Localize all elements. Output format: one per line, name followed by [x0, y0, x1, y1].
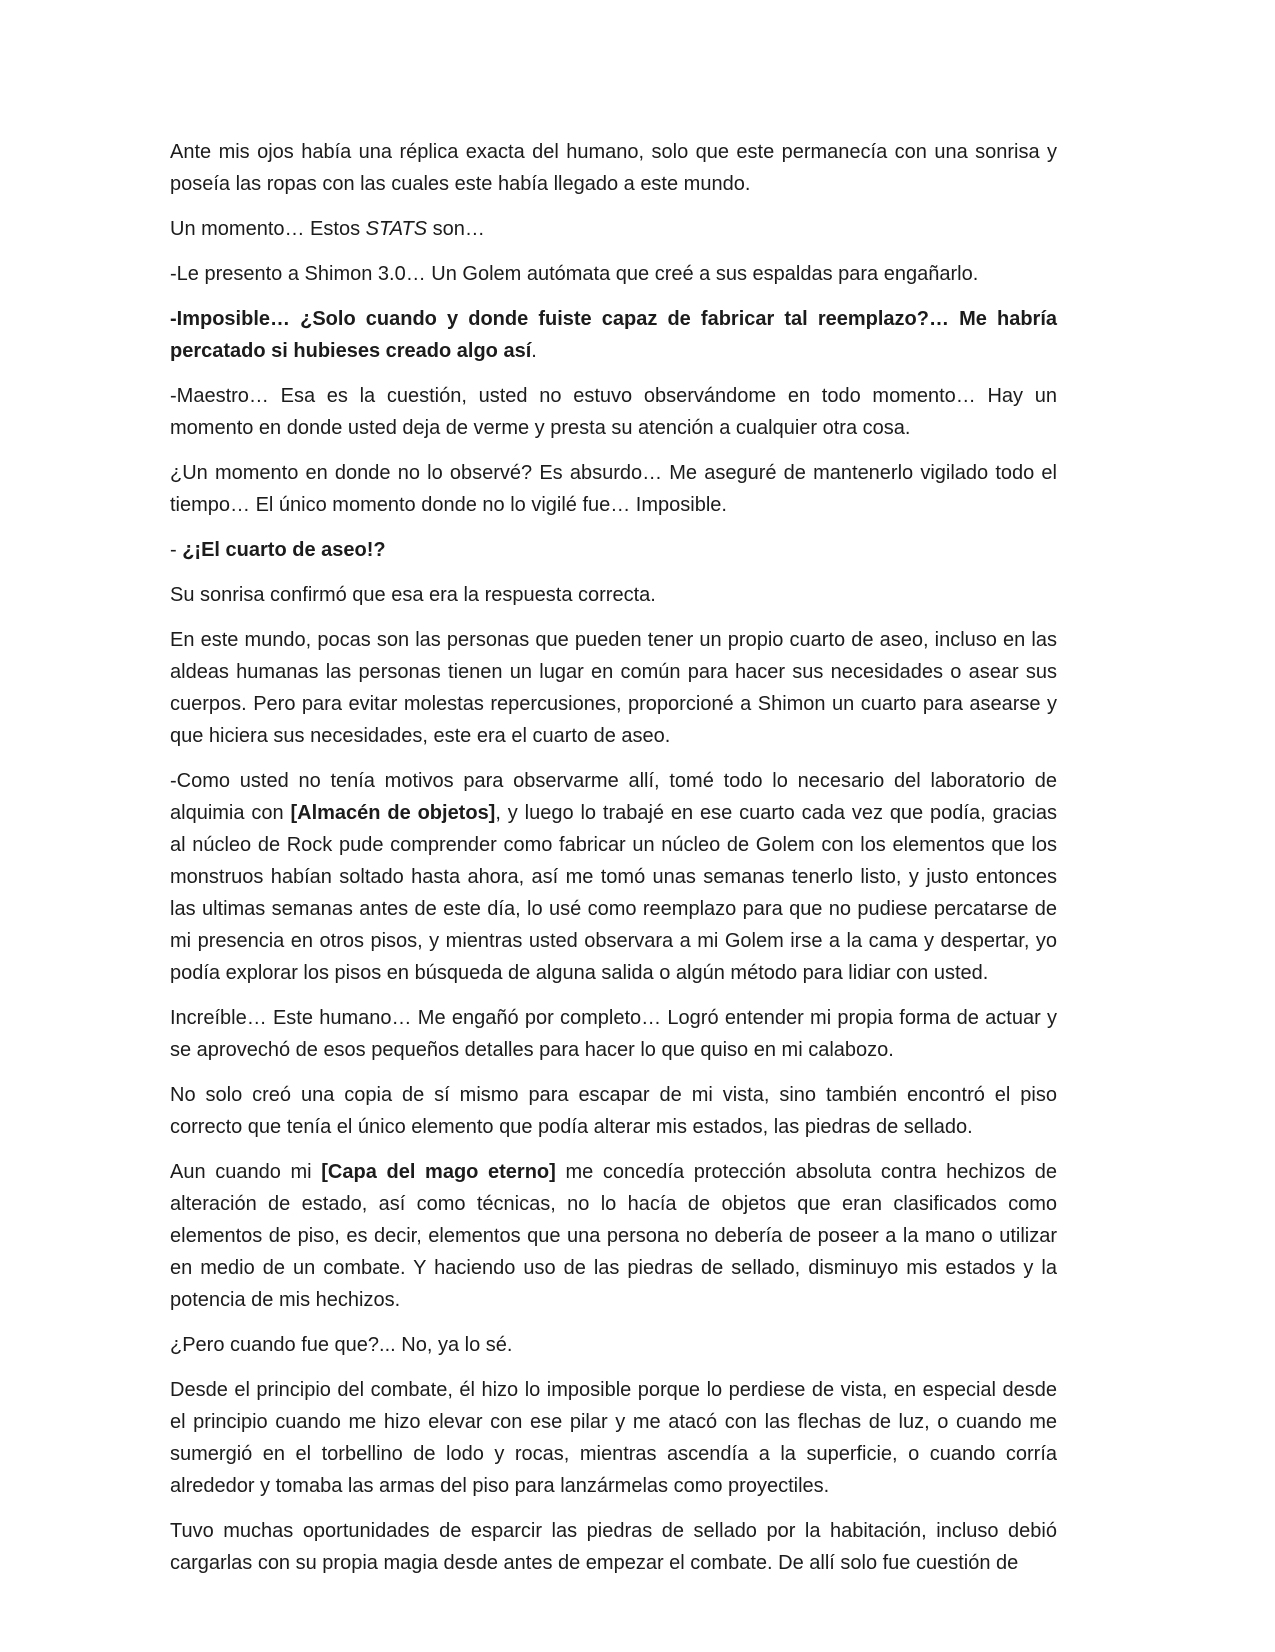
- paragraph: [170, 1156, 1063, 1316]
- paragraph: [170, 457, 1063, 521]
- text-run: .: [531, 340, 537, 362]
- text-run: [Capa del mago eterno]: [321, 1161, 556, 1183]
- paragraph: [170, 534, 1057, 566]
- text-run: STATS: [365, 218, 428, 240]
- paragraph: [170, 380, 1063, 444]
- paragraph: [170, 1374, 1063, 1502]
- paragraph: [170, 765, 1063, 989]
- text-run: Ante mis ojos había una réplica exacta del humano, solo que este permanecía con una sonrisa y poseía las ropas con las cuales este había llegado a este mundo.: [170, 141, 1063, 195]
- text-run: Increíble… Este humano… Me engañó por completo… Logró entender mi propia forma de actuar y se aprovechó de esos pequeños detalles para hacer lo que quiso en mi calabozo.: [170, 1007, 1063, 1061]
- text-run: son…: [427, 218, 485, 240]
- document-body: [170, 136, 1063, 1579]
- text-run: [Almacén de objetos]: [290, 802, 496, 824]
- text-run: -Maestro… Esa es la cuestión, usted no estuvo observándome en todo momento… Hay un momento en donde usted deja de verme y presta su atención a cualquier otra cosa.: [170, 385, 1063, 439]
- text-run: Su sonrisa confirmó que esa era la respuesta correcta.: [170, 584, 656, 606]
- text-run: , y luego lo trabajé en ese cuarto cada vez que podía, gracias al núcleo de Rock pude comprender como fabricar un núcleo de Golem con los elementos que los monstruos habían soltado hasta ahora, así me tomó unas semanas tenerlo listo, y justo entonces las ultimas semanas antes de este día, lo usé como reemplazo para que no pudiese percatarse de mi presencia en otros pisos, y mientras usted observara a mi Golem irse a la cama y despertar, yo podía explorar los pisos en búsqueda de alguna salida o algún método para lidiar con usted.: [170, 802, 1063, 984]
- text-run: No solo creó una copia de sí mismo para escapar de mi vista, sino también encontró el piso correcto que tenía el único elemento que podía alterar mis estados, las piedras de sellado.: [170, 1084, 1063, 1138]
- text-run: -Imposible… ¿Solo cuando y donde fuiste capaz de fabricar tal reemplazo?… Me habría percatado si hubieses creado algo así: [170, 308, 1063, 362]
- text-run: Desde el principio del combate, él hizo lo imposible porque lo perdiese de vista, en especial desde el principio cuando me hizo elevar con ese pilar y me atacó con las flechas de luz, o cuando me sumergió en el torbellino de lodo y rocas, mientras ascendía a la superficie, o cuando corría alrededor y tomaba las armas del piso para lanzármelas como proyectiles.: [170, 1379, 1063, 1497]
- paragraph: [170, 303, 1063, 367]
- text-run: -Como usted no tenía motivos para observarme allí, tomé todo lo necesario del laboratorio de alquimia con: [170, 770, 1063, 824]
- text-run: En este mundo, pocas son las personas que pueden tener un propio cuarto de aseo, incluso en las aldeas humanas las personas tienen un lugar en común para hacer sus necesidades o asear sus cuerpos. Pero para evitar molestas repercusiones, proporcioné a Shimon un cuarto para asearse y que hiciera sus necesidades, este era el cuarto de aseo.: [170, 629, 1063, 747]
- text-run: -: [170, 539, 183, 561]
- text-run: Aun cuando mi: [170, 1161, 322, 1183]
- paragraph: [170, 624, 1063, 752]
- text-run: me concedía protección absoluta contra hechizos de alteración de estado, así como técnicas, no lo hacía de objetos que eran clasificados como elementos de piso, es decir, elementos que una persona no debería de poseer a la mano o utilizar en medio de un combate. Y haciendo uso de las piedras de sellado, disminuyo mis estados y la potencia de mis hechizos.: [170, 1161, 1063, 1311]
- paragraph: [170, 1515, 1063, 1579]
- paragraph: [170, 1329, 1057, 1361]
- paragraph: [170, 213, 1057, 245]
- text-run: ¿Un momento en donde no lo observé? Es absurdo… Me aseguré de mantenerlo vigilado todo el tiempo… El único momento donde no lo vigilé fue… Imposible.: [170, 462, 1063, 516]
- paragraph: [170, 1002, 1063, 1066]
- paragraph: [170, 258, 1057, 290]
- text-run: -Le presento a Shimon 3.0… Un Golem autómata que creé a sus espaldas para engañarlo.: [170, 263, 979, 285]
- text-run: ¿¡El cuarto de aseo!?: [182, 539, 386, 561]
- paragraph: [170, 136, 1063, 200]
- paragraph: [170, 1079, 1063, 1143]
- paragraph: [170, 579, 1057, 611]
- text-run: Un momento… Estos: [170, 218, 366, 240]
- text-run: ¿Pero cuando fue que?... No, ya lo sé.: [170, 1334, 513, 1356]
- text-run: Tuvo muchas oportunidades de esparcir las piedras de sellado por la habitación, incluso debió cargarlas con su propia magia desde antes de empezar el combate. De allí solo fue cuestión de: [170, 1520, 1063, 1574]
